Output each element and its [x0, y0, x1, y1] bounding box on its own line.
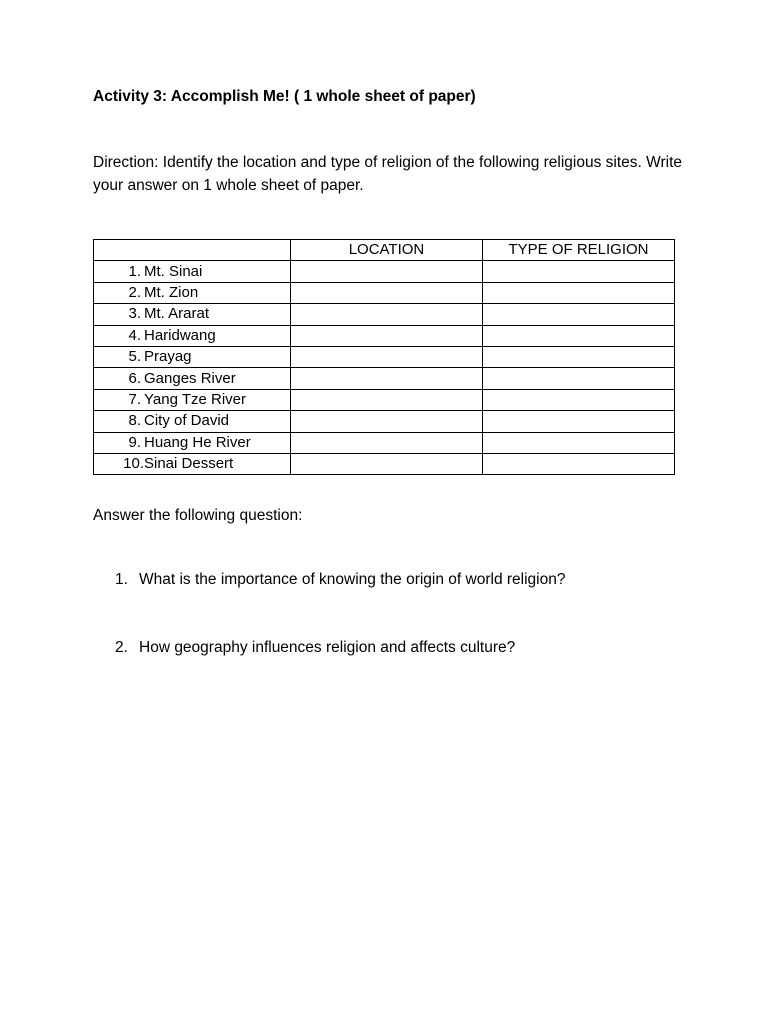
location-cell[interactable]: [291, 453, 483, 474]
direction-text: Direction: Identify the location and type of religion of the following religious sites. Write your answer on 1 whole sheet of paper.: [93, 154, 683, 194]
table-header-row: [94, 240, 675, 261]
question-number: 1.: [115, 571, 128, 588]
row-number: 9.: [128, 433, 141, 451]
row-number: 8.: [128, 412, 141, 430]
site-name: Huang He River: [144, 433, 251, 451]
religion-cell[interactable]: [483, 453, 675, 474]
religion-cell[interactable]: [483, 346, 675, 367]
site-cell: [94, 346, 291, 367]
site-cell: [94, 411, 291, 432]
header-site: [94, 240, 291, 261]
row-number: 3.: [128, 305, 141, 323]
site-cell: [94, 368, 291, 389]
site-name: Sinai Dessert: [144, 455, 234, 473]
site-name: Ganges River: [144, 369, 236, 387]
table-row: [94, 411, 675, 432]
table-row: [94, 432, 675, 453]
site-name: Yang Tze River: [144, 390, 246, 408]
religion-cell[interactable]: [483, 325, 675, 346]
question-item: [115, 571, 565, 589]
row-number: 4.: [128, 326, 141, 344]
site-cell: [94, 453, 291, 474]
table-row: [94, 325, 675, 346]
location-cell[interactable]: [291, 432, 483, 453]
row-number: 2.: [128, 283, 141, 301]
religion-cell[interactable]: [483, 282, 675, 303]
religious-sites-table: [93, 239, 675, 475]
religion-cell[interactable]: [483, 432, 675, 453]
site-name: Prayag: [144, 348, 192, 366]
activity-title: Activity 3: Accomplish Me! ( 1 whole sheet of paper): [93, 88, 476, 105]
site-cell: [94, 282, 291, 303]
site-name: Mt. Sinai: [144, 262, 203, 280]
header-location: LOCATION: [291, 240, 483, 261]
religion-cell[interactable]: [483, 411, 675, 432]
location-cell[interactable]: [291, 368, 483, 389]
question-text: What is the importance of knowing the origin of world religion?: [139, 571, 566, 588]
row-number: 6.: [128, 369, 141, 387]
site-cell: [94, 261, 291, 282]
row-number: 10.: [123, 455, 144, 473]
site-cell: [94, 325, 291, 346]
table-row: [94, 389, 675, 410]
row-number: 5.: [128, 348, 141, 366]
religion-cell[interactable]: [483, 304, 675, 325]
answer-intro-text: Answer the following question:: [93, 507, 303, 524]
table-row: [94, 453, 675, 474]
religion-cell[interactable]: [483, 368, 675, 389]
location-cell[interactable]: [291, 346, 483, 367]
location-cell[interactable]: [291, 389, 483, 410]
location-cell[interactable]: [291, 261, 483, 282]
location-cell[interactable]: [291, 304, 483, 325]
site-cell: [94, 389, 291, 410]
site-name: City of David: [144, 412, 230, 430]
header-type-of-religion: TYPE OF RELIGION: [483, 240, 675, 261]
location-cell[interactable]: [291, 411, 483, 432]
question-item: [115, 639, 515, 657]
table-row: [94, 282, 675, 303]
location-cell[interactable]: [291, 325, 483, 346]
table-row: [94, 304, 675, 325]
table-row: [94, 368, 675, 389]
question-number: 2.: [115, 639, 128, 656]
site-name: Haridwang: [144, 326, 216, 344]
site-name: Mt. Zion: [144, 283, 199, 301]
table-row: [94, 261, 675, 282]
question-text: How geography influences religion and affects culture?: [139, 639, 516, 656]
table-row: [94, 346, 675, 367]
site-cell: [94, 304, 291, 325]
location-cell[interactable]: [291, 282, 483, 303]
site-cell: [94, 432, 291, 453]
religion-cell[interactable]: [483, 261, 675, 282]
row-number: 1.: [128, 262, 141, 280]
row-number: 7.: [128, 390, 141, 408]
religion-cell[interactable]: [483, 389, 675, 410]
site-name: Mt. Ararat: [144, 305, 210, 323]
